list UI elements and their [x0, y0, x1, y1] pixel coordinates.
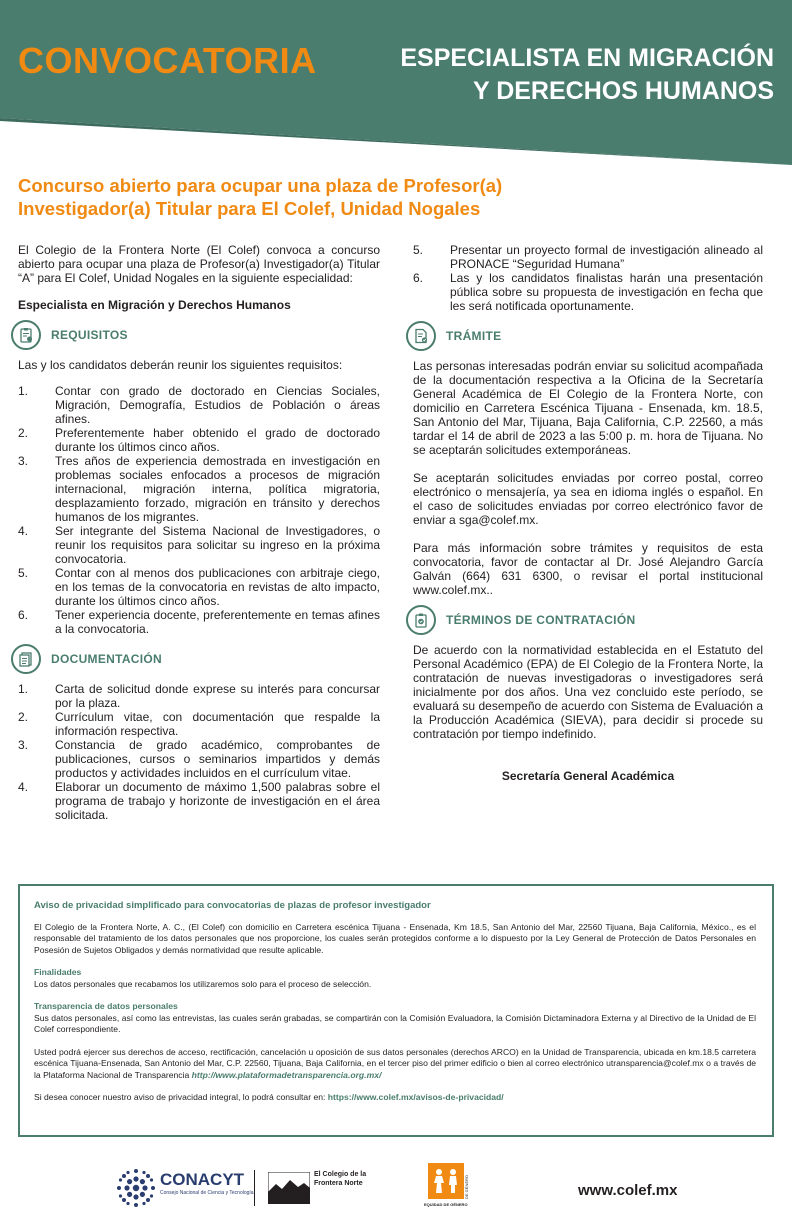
specialty-label: Especialista en Migración y Derechos Humanos [18, 298, 291, 312]
transparencia-block [34, 1001, 756, 1036]
privacy-paragraph: El Colegio de la Frontera Norte, A. C., (El Colef) con domicilio en Carretera escénica Tijuana - Ensenada, Km 18.5, San Antonio del Mar, 22560 Tijuana, Baja California, México., es el responsable del tratamiento de los datos personales que nos proporcione, los cuales serán protegidos conforme a lo dispuesto por la Ley General de Protección de Datos Personales en Posesión de Sujetos Obligados y demás normatividad que resulte aplicable. [34, 921, 756, 955]
integral-text: Si desea conocer nuestro aviso de privacidad integral, lo podrá consultar en: [34, 1092, 328, 1102]
list-item [18, 780, 380, 822]
header-band [0, 0, 792, 165]
transparencia-title: Transparencia de datos personales [34, 1001, 178, 1011]
svg-text:DE GÉNERO: DE GÉNERO [464, 1174, 469, 1199]
footer-divider [254, 1170, 255, 1206]
subtitle-line2: Investigador(a) Titular para El Colef, Unidad Nogales [18, 198, 481, 219]
section-header-requisitos [11, 318, 380, 352]
list-item [413, 271, 763, 313]
section-header-documentacion [11, 642, 380, 676]
finalidades-title: Finalidades [34, 967, 82, 977]
list-item-number: 2. [18, 710, 29, 724]
list-item-text: Presentar un proyecto formal de investigación alineado al PRONACE “Seguridad Humana” [450, 243, 763, 271]
list-item-text: Tres años de experiencia demostrada en investigación en problemas sociales enfocados a procesos de migración internacional, migración interna, política migratoria, desplazamiento forzado, migración en tránsito y derechos humanos de los migrantes. [55, 454, 380, 524]
list-item [18, 710, 380, 738]
position-title-line1: ESPECIALISTA EN MIGRACIÓN [400, 44, 774, 72]
list-item-number: 6. [413, 271, 424, 285]
list-item-text: Carta de solicitud donde exprese su interés para concursar por la plaza. [55, 682, 380, 710]
equidad-genero-logo [428, 1163, 472, 1207]
signature: Secretaría General Académica [501, 769, 675, 783]
position-title [400, 42, 774, 108]
list-item-text: Ser integrante del Sistema Nacional de Investigadores, o reunir los requisitos para solicitar su ingreso en la próxima convocatoria. [55, 524, 380, 566]
left-column [18, 243, 380, 822]
terminos-paragraph: De acuerdo con la normatividad establecida en el Estatuto del Personal Académico (EPA) de El Colegio de la Frontera Norte, la contratación de nuevas investigadoras o investigadores será inicialmente por dos años. Una vez concluido este período, se evaluará su desempeño de acuerdo con Sistema de Evaluación a la Producción Académica (SIEVA), para decidir si procede su contratación por tiempo indefinido. [413, 643, 763, 741]
subtitle-line1: Concurso abierto para ocupar una plaza de Profesor(a) [18, 175, 503, 196]
list-item-number: 4. [18, 524, 29, 538]
list-item-text: Contar con al menos dos publicaciones con arbitraje ciego, en los temas de la convocatoria en revistas de alto impacto, durante los últimos cinco años. [55, 566, 380, 608]
badge-check-icon [406, 605, 436, 635]
privacy-notice-box [18, 884, 774, 1137]
tramite-paragraph-3: Para más información sobre trámites y requisitos de esta convocatoria, favor de contactar al Dr. José Alejandro García Galván (664) 631 6300, o revisar el portal institucional www.colef.mx.. [413, 541, 763, 597]
requisitos-title: REQUISITOS [51, 328, 128, 342]
tramite-paragraph-2: Se aceptarán solicitudes enviadas por correo postal, correo electrónico o mensajería, ya sea en idioma inglés o español. En el caso de solicitudes enviadas por correo electrónico favor de enviar a sga@colef.mx. [413, 471, 763, 527]
privacy-title: Aviso de privacidad simplificado para convocatorias de plazas de profesor investigador [34, 900, 431, 911]
documentacion-list-continued [413, 243, 763, 313]
list-item-number: 5. [18, 566, 29, 580]
page-subtitle [18, 174, 538, 220]
list-item-number: 3. [18, 454, 29, 468]
clipboard-check-icon [11, 320, 41, 350]
list-item-text: Preferentemente haber obtenido el grado de doctorado durante los últimos cinco años. [55, 426, 380, 454]
tramite-paragraph-1: Las personas interesadas podrán enviar su solicitud acompañada de la documentación respectiva a la Oficina de la Secretaría General Académica de El Colegio de la Frontera Norte, con domicilio en Carretera Escénica Tijuana - Ensenada, km. 18.5, San Antonio del Mar, Tijuana, Baja California, C.P. 22560, a más tardar el 14 de abril de 2023 a las 5:00 p. m. hora de Tijuana. No se aceptarán solicitudes extemporáneas. [413, 359, 763, 457]
list-item-number: 2. [18, 426, 29, 440]
list-item-text: Contar con grado de doctorado en Ciencias Sociales, Migración, Demografía, Estudios de Población o áreas afines. [55, 384, 380, 426]
documentacion-title: DOCUMENTACIÓN [51, 652, 163, 666]
list-item-number: 3. [18, 738, 29, 752]
transparencia-text: Sus datos personales, así como las entrevistas, las cuales serán grabadas, se compartirán con la Comisión Evaluadora, la Comisión Dictaminadora Externa y al Directivo de la Unidad de El Colef correspondiente. [34, 1012, 756, 1034]
list-item [18, 566, 380, 608]
documentacion-list [18, 682, 380, 822]
footer [0, 1160, 792, 1220]
arco-paragraph [34, 1047, 756, 1082]
colef-logo [268, 1172, 310, 1204]
conacyt-name: CONACYT [160, 1170, 245, 1189]
list-item [18, 426, 380, 454]
website-link[interactable]: www.colef.mx [578, 1182, 678, 1199]
list-item-number: 6. [18, 608, 29, 622]
list-item [18, 454, 380, 524]
privacy-notice-link[interactable]: https://www.colef.mx/avisos-de-privacidad/ [327, 1092, 504, 1102]
documents-icon [11, 644, 41, 674]
list-item-text: Constancia de grado académico, comprobantes de publicaciones, cursos o seminarios impartidos y demás productos y actividades incluidos en el currículum vitae. [55, 738, 380, 780]
tramite-title: TRÁMITE [446, 329, 502, 343]
equidad-label: EQUIDAD DE GÉNERO [424, 1202, 468, 1207]
list-item [18, 682, 380, 710]
finalidades-block [34, 967, 756, 990]
intro-paragraph: El Colegio de la Frontera Norte (El Colef) convoca a concurso abierto para ocupar una plaza de Profesor(a) Investigador(a) Titular “A” para El Colef, Unidad Nogales en la siguiente especialidad: [18, 243, 380, 285]
position-title-line2: Y DERECHOS HUMANOS [473, 77, 774, 105]
convocatoria-title: CONVOCATORIA [18, 40, 317, 81]
list-item-number: 5. [413, 243, 424, 257]
section-header-terminos [406, 603, 763, 637]
list-item [18, 738, 380, 780]
requisitos-lead: Las y los candidatos deberán reunir los siguientes requisitos: [18, 358, 343, 372]
requisitos-list [18, 384, 380, 636]
list-item [18, 384, 380, 426]
integral-notice [34, 1092, 756, 1104]
transparencia-platform-link[interactable]: http://www.plataformadetransparencia.org.mx/ [191, 1069, 382, 1080]
list-item-text: Las y los candidatos finalistas harán una presentación pública sobre su propuesta de investigación en fecha que les será notificada oportunamente. [450, 271, 763, 313]
document-check-icon [406, 321, 436, 351]
terminos-title: TÉRMINOS DE CONTRATACIÓN [446, 613, 636, 627]
arco-text: Usted podrá ejercer sus derechos de acceso, rectificación, cancelación u oposición de sus datos personales (derechos ARCO) en la Unidad de Transparencia, ubicada en km.18.5 carretera escénica Tijuana-Ensenada, San Antonio del Mar, C.P. 22560, Tijuana, Baja California, en el tercer piso del primer edificio o bien al correo electrónico utransparencia@colef.mx o a través de la Plataforma Nacional de Transparencia [34, 1046, 756, 1080]
list-item-number: 1. [18, 682, 29, 696]
list-item-text: Currículum vitae, con documentación que respalde la información respectiva. [55, 710, 380, 738]
conacyt-logo [116, 1168, 156, 1208]
list-item [18, 608, 380, 636]
list-item [413, 243, 763, 271]
list-item-number: 1. [18, 384, 29, 398]
list-item-number: 4. [18, 780, 29, 794]
finalidades-text: Los datos personales que recabamos los utilizaremos solo para el proceso de selección. [34, 978, 372, 989]
colef-name: El Colegio de la Frontera Norte [314, 1171, 367, 1187]
section-header-tramite [406, 319, 763, 353]
list-item [18, 524, 380, 566]
list-item-text: Elaborar un documento de máximo 1,500 palabras sobre el programa de trabajo y horizonte de investigación en el área solicitada. [55, 780, 380, 822]
conacyt-subtitle: Consejo Nacional de Ciencia y Tecnología [160, 1190, 254, 1196]
right-column [413, 243, 763, 783]
list-item-text: Tener experiencia docente, preferentemente en temas afines a la convocatoria. [55, 608, 380, 636]
